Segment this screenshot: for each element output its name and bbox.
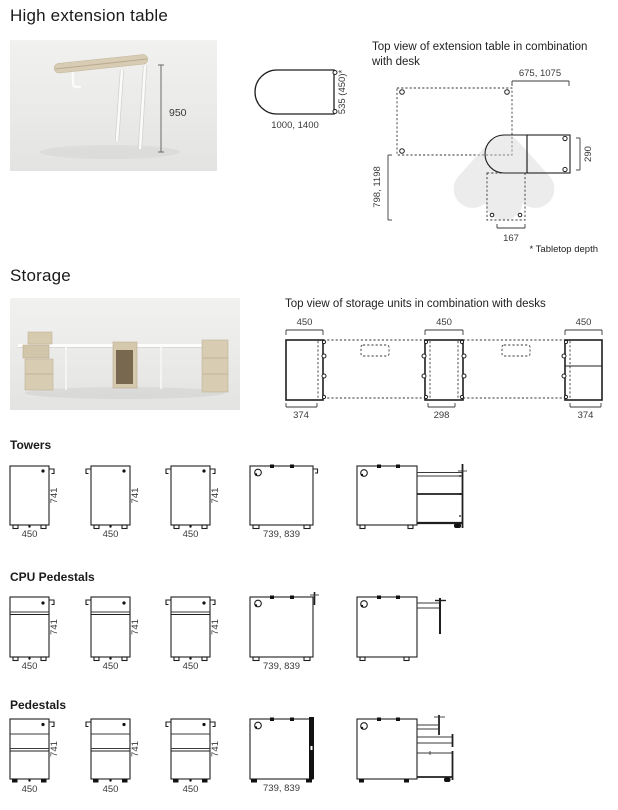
svg-text:741: 741 [49,741,60,757]
lock-icon [122,723,125,726]
caster-icon [404,779,409,783]
lock-icon [202,601,205,604]
svg-text:450: 450 [436,317,452,328]
svg-text:450: 450 [21,529,38,540]
svg-text:450: 450 [102,784,119,795]
cpu-unit-1 [10,597,60,672]
tower-unit-shelves [357,464,467,529]
lock-icon [122,469,125,472]
tower-unit-3 [166,466,221,540]
svg-text:450: 450 [182,529,199,540]
towers-row-drawings [0,460,618,545]
hook-icon [314,469,318,473]
top-dimension [512,68,569,86]
storage-illustration [10,298,240,410]
pedestals-label: Pedestals [10,698,67,712]
cpu-pedestals-label: CPU Pedestals [10,570,95,584]
mount-icon [377,465,381,469]
storage-top-dims [286,317,602,335]
tower-unit-2 [86,466,141,540]
tabletop-top-view [250,62,360,142]
caster-icon [93,779,99,783]
storage-unit-middle [113,342,137,388]
page-title: High extension table [10,6,169,25]
hook-icon [86,469,91,474]
storage-bottom-dims [286,403,601,421]
storage-top-unit-2 [422,340,466,400]
hook-icon [166,469,171,474]
lock-icon [41,601,44,604]
svg-text:741: 741 [130,741,141,757]
storage-title: Storage [10,266,71,285]
svg-text:739, 839: 739, 839 [263,783,300,794]
caster-icon [444,778,451,783]
svg-text:450: 450 [575,317,592,328]
svg-text:741: 741 [210,741,221,757]
cpu-unit-wide [250,592,319,672]
svg-text:374: 374 [577,410,594,421]
dim-675-1075: 675, 1075 [518,68,562,79]
pedestal-unit-drawers [357,715,453,783]
cpu-unit-3 [166,597,221,672]
right-dimension [576,138,594,170]
caster-icon [359,779,364,783]
tabletop-depth-footnote: * Tabletop depth [529,244,598,255]
svg-text:741: 741 [130,487,141,504]
leg-icon [400,149,405,154]
lock-icon [122,601,125,604]
pedestal-unit-3 [166,719,221,795]
hook-icon [166,722,171,727]
hook-icon [86,600,91,605]
hook-icon [50,722,55,727]
svg-text:374: 374 [293,410,309,421]
svg-text:741: 741 [130,619,141,635]
dim-290: 290 [583,146,594,162]
mount-icon [270,596,274,600]
svg-text:450: 450 [296,317,313,328]
bottom-dimension [497,224,525,244]
tower-unit-wide [250,465,318,541]
dim-950: 950 [169,107,187,119]
dim-width: 1000, 1400 [271,120,319,131]
storage-top-unit-3 [562,340,602,400]
connector-icon [563,167,567,171]
leg-icon [400,90,405,95]
mount-icon [270,718,274,722]
hook-icon [211,722,216,727]
mount-icon [377,596,381,600]
hook-icon [211,600,216,605]
storage-top-view-diagram [285,313,618,421]
cpu-unit-arm [357,596,446,661]
cable-tray-outline [361,345,389,356]
svg-text:450: 450 [102,529,119,540]
pedestal-unit-2 [86,719,141,795]
svg-text:450: 450 [21,661,38,672]
hook-icon [166,600,171,605]
pedestal-unit-1 [10,719,60,795]
svg-text:739, 839: 739, 839 [263,529,300,540]
svg-text:741: 741 [49,487,60,504]
pedestal-unit-wide [250,717,314,794]
mount-icon [396,718,400,722]
height-dimension [158,65,187,152]
connector-icon [490,213,494,217]
tower-unit-1 [10,466,60,540]
extension-table-photo [10,40,217,171]
swivel-range [446,127,563,220]
storage-unit-left [23,332,53,390]
caster-icon [173,779,179,783]
svg-text:298: 298 [433,410,450,421]
towers-label: Towers [10,438,52,452]
hook-icon [50,600,55,605]
mount-icon [396,596,400,600]
svg-text:741: 741 [49,619,60,635]
mount-icon [377,718,381,722]
dim-depth: 535 (450)* [337,69,348,115]
dim-167: 167 [503,233,519,244]
storage-unit-right [202,340,228,392]
lock-icon [41,469,44,472]
mount-icon [270,465,274,469]
cable-tray-outline [502,345,530,356]
lock-icon [202,723,205,726]
svg-text:741: 741 [210,487,221,504]
caster-icon [12,779,18,783]
caster-icon [41,779,47,783]
mount-icon [290,596,294,600]
connector-icon [518,213,522,217]
caster-icon [122,779,128,783]
dim-798-1198: 798, 1198 [372,166,383,208]
svg-text:741: 741 [210,619,221,635]
lock-icon [41,723,44,726]
mount-icon [290,465,294,469]
lock-icon [202,469,205,472]
svg-text:450: 450 [21,784,38,795]
caster-icon [202,779,208,783]
svg-text:450: 450 [102,661,119,672]
storage-combo-title: Top view of storage units in combination with desks [285,298,546,310]
cpu-unit-2 [86,597,141,672]
caster-icon [454,524,461,529]
storage-photo [10,298,240,410]
hook-icon [211,469,216,474]
hook-icon [50,469,55,474]
connector-icon [563,136,567,140]
cpu-pedestals-row-drawings [0,591,618,676]
hook-icon [86,722,91,727]
left-dimension [372,155,392,220]
extension-table-illustration [10,40,217,171]
svg-text:450: 450 [182,661,199,672]
storage-top-unit-1 [286,340,326,400]
caster-icon [306,779,312,783]
mount-icon [396,465,400,469]
pedestals-row-drawings [0,713,618,805]
leg-icon [505,90,510,95]
combo-view-title: Top view of extension table in combination with desk [372,41,588,69]
svg-text:450: 450 [182,784,199,795]
mount-icon [290,718,294,722]
svg-text:739, 839: 739, 839 [263,661,300,672]
combo-top-view-diagram [372,66,618,262]
caster-icon [251,779,257,783]
